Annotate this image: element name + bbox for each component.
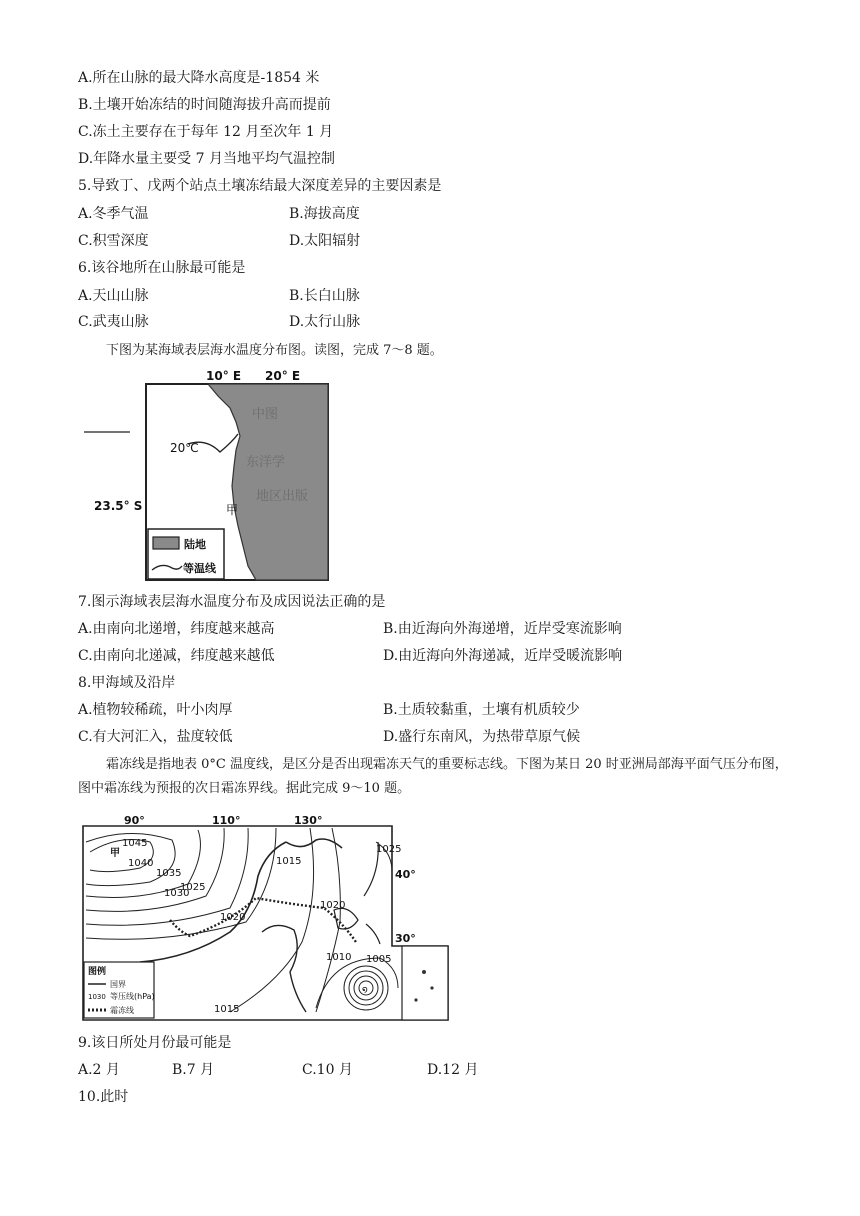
- typhoon-symbol: ໑: [362, 985, 368, 995]
- q5-option-c: C.积雪深度: [78, 233, 149, 249]
- q5-option-a: A.冬季气温: [78, 206, 149, 222]
- legend-frost-label: 霜冻线: [110, 1006, 134, 1015]
- inset-island-2: [430, 986, 433, 989]
- point-jia: 甲: [110, 848, 120, 859]
- land-watermark-2: 东洋学: [246, 455, 286, 470]
- pressure-1015-south: 1015: [214, 1004, 240, 1015]
- q8-option-c: C.有大河汇入，盐度较低: [78, 729, 233, 745]
- map2-legend-title: 图例: [88, 967, 107, 977]
- lon-10e: 10° E: [206, 369, 242, 383]
- pressure-1035: 1035: [156, 868, 182, 879]
- q8-option-d: D.盛行东南风，为热带草原气候: [383, 729, 581, 745]
- land-watermark-3: 地区出版: [256, 489, 309, 504]
- legend-border-label: 国界: [110, 980, 126, 989]
- q7-stem: 7.图示海域表层海水温度分布及成因说法正确的是: [78, 594, 386, 610]
- q6-stem: 6.该谷地所在山脉最可能是: [78, 260, 246, 276]
- q4-option-c: C.冻土主要存在于每年 12 月至次年 1 月: [78, 124, 334, 140]
- q5-stem: 5.导致丁、戊两个站点土壤冻结最大深度差异的主要因素是: [78, 178, 442, 194]
- pressure-1025: 1025: [180, 882, 206, 893]
- pressure-1025-ne: 1025: [376, 844, 402, 855]
- land-watermark-1: 中图: [252, 407, 279, 422]
- q6-option-d: D.太行山脉: [289, 314, 361, 330]
- inset-island-3: [414, 998, 417, 1001]
- lon-110: 110°: [212, 814, 241, 827]
- pressure-1015-north: 1015: [276, 856, 302, 867]
- q10-stem: 10.此时: [78, 1089, 129, 1105]
- lat-23-5s: 23.5° S: [94, 499, 143, 513]
- q8-stem: 8.甲海域及沿岸: [78, 675, 176, 691]
- legend-isobar-label: 等压线(hPa): [110, 992, 155, 1001]
- q7-option-c: C.由南向北递减，纬度越来越低: [78, 648, 275, 664]
- q4-option-d: D.年降水量主要受 7 月当地平均气温控制: [78, 151, 335, 167]
- q9-option-b: B.7 月: [172, 1062, 215, 1078]
- q9-option-c: C.10 月: [302, 1062, 353, 1078]
- pressure-1030: 1030: [164, 888, 190, 899]
- q5-option-b: B.海拔高度: [289, 206, 360, 222]
- q8-option-a: A.植物较稀疏，叶小肉厚: [78, 702, 233, 718]
- pressure-1045: 1045: [122, 838, 148, 849]
- q4-option-a: A.所在山脉的最大降水高度是-1854 米: [78, 70, 320, 86]
- q9-stem: 9.该日所处月份最可能是: [78, 1035, 232, 1051]
- legend-isotherm-label: 等温线: [183, 562, 216, 575]
- isotherm-label: 20℃: [170, 441, 199, 455]
- pressure-1020-coast: 1020: [320, 900, 346, 911]
- q7-option-a: A.由南向北递增，纬度越来越高: [78, 621, 275, 637]
- legend-land-label: 陆地: [184, 538, 206, 551]
- intro-7-8: 下图为某海域表层海水温度分布图。读图，完成 7～8 题。: [106, 343, 443, 358]
- q6-option-a: A.天山山脉: [78, 288, 149, 304]
- q8-option-b: B.土质较黏重，土壤有机质较少: [383, 702, 580, 718]
- lon-90: 90°: [124, 814, 145, 827]
- legend-land-swatch: [153, 537, 179, 549]
- q5-option-d: D.太阳辐射: [289, 233, 361, 249]
- inset-box: [402, 946, 448, 1020]
- q7-option-d: D.由近海向外海递减，近岸受暖流影响: [383, 648, 623, 664]
- legend-isobar-sample-value: 1030: [88, 993, 106, 1001]
- intro-9-10: 霜冻线是指地表 0°C 温度线，是区分是否出现霜冻天气的重要标志线。下图为某日 20 时亚洲局部海平面气压分布图，图中霜冻线为预报的次日霜冻界线。据此完成 9～10 题。: [78, 757, 788, 796]
- pressure-map-figure: [80, 812, 452, 1028]
- lon-130: 130°: [294, 814, 323, 827]
- q6-option-c: C.武夷山脉: [78, 314, 149, 330]
- lat-40: 40°: [395, 868, 416, 881]
- q6-option-b: B.长白山脉: [289, 288, 360, 304]
- q9-option-a: A.2 月: [78, 1062, 120, 1078]
- q9-option-d: D.12 月: [427, 1062, 479, 1078]
- pressure-1040: 1040: [128, 858, 154, 869]
- lon-20e: 20° E: [265, 369, 301, 383]
- inset-island-1: [422, 970, 426, 974]
- q7-option-b: B.由近海向外海递增，近岸受寒流影响: [383, 621, 622, 637]
- pressure-1010: 1010: [326, 952, 352, 963]
- point-jia: 甲: [226, 503, 239, 517]
- pressure-1005: 1005: [366, 954, 392, 965]
- lat-30: 30°: [395, 932, 416, 945]
- q4-option-b: B.土壤开始冻结的时间随海拔升高而提前: [78, 97, 331, 113]
- sst-map-figure: [80, 366, 330, 586]
- pressure-1020-inland: 1020: [220, 912, 246, 923]
